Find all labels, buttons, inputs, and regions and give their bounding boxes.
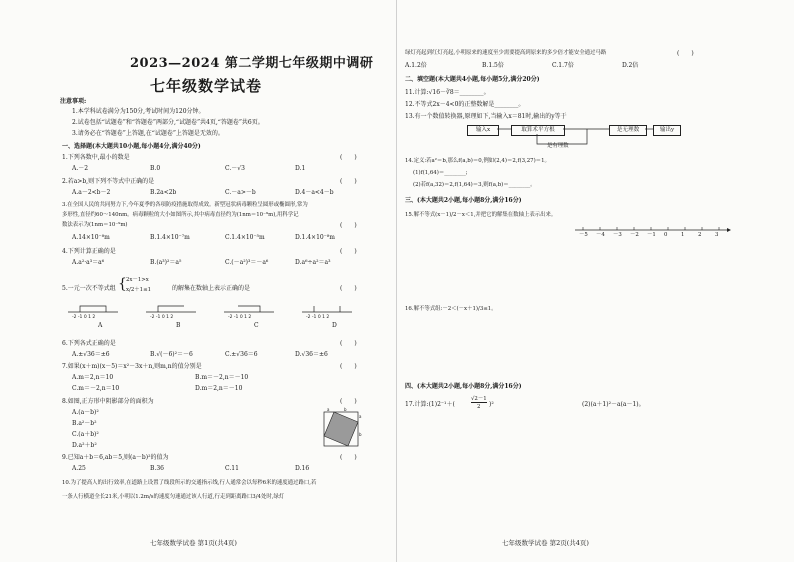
answer-bracket: ( ): [340, 454, 357, 461]
q1-option-c: C.－√3: [225, 165, 245, 172]
number-line-label: 2: [698, 232, 702, 238]
q17-frac-denominator: 2: [477, 404, 481, 410]
q9-option-a: A.25: [72, 465, 86, 472]
answer-bracket: ( ): [340, 222, 357, 229]
q5-label-a: A: [98, 322, 103, 329]
q5-label-b: B: [176, 322, 181, 329]
number-line-label: －3: [613, 232, 622, 238]
q1-stem: 1.下列各数中,最小的数是: [62, 154, 130, 161]
q9-stem: 9.已知a＋b＝6,ab＝5,则(a－b)²的值为: [62, 454, 169, 461]
q7-stem: 7.如果(x＋m)(x－5)＝x²－3x＋n,则m,n的值分别是: [62, 363, 202, 370]
q17-frac-numerator: √2－1: [471, 396, 487, 402]
number-line-label: 0: [664, 232, 668, 238]
q5-number-lines: [60, 298, 360, 328]
q5-label-d: D: [332, 322, 337, 329]
notice-3: 3.请务必在“答题卷”上答题,在“试题卷”上答题是无效的。: [72, 130, 224, 137]
svg-text:-2 -1 0 1 2: -2 -1 0 1 2: [228, 315, 252, 320]
flow-box-input: 输入x: [467, 125, 499, 136]
svg-text:-2 -1 0 1 2: -2 -1 0 1 2: [150, 315, 174, 320]
q9-option-c: C.11: [225, 465, 239, 472]
right-page-footer: 七年级数学试卷 第2页(共4页): [502, 539, 589, 547]
q3-option-c: C.1.4×10⁻⁵m: [225, 234, 265, 241]
number-line-label: －4: [596, 232, 605, 238]
q8-stem: 8.如图,正方形中阴影部分的面积为: [62, 398, 154, 405]
number-line-label: 1: [681, 232, 685, 238]
q8-option-c: C.(a＋b)²: [72, 431, 99, 438]
q14-line-2: (1)f(1,64)＝________;: [413, 170, 468, 176]
q7-option-d: D.m＝2,n＝－10: [195, 385, 243, 392]
q4-option-b: B.(a³)²＝a⁵: [150, 259, 182, 266]
q5-system-1: 2x－1>x: [126, 277, 149, 283]
q6-option-c: C.±√36＝6: [225, 351, 258, 358]
q13: 13.有一个数值转换器,原理如下,当输入x＝81时,输出的y等于: [405, 113, 567, 120]
svg-text:a: a: [327, 407, 330, 412]
q1-option-a: A.－2: [72, 165, 89, 172]
q6-option-b: B.√(－6)²＝－6: [150, 351, 193, 358]
flow-box-irrational: 是无理数: [609, 125, 647, 136]
q3-stem-line-2: 多形性,直径约60～140nm。病毒颗粒的大小如图所示,其中病毒直径约为(1nm＝10⁻⁹m),用科学记: [62, 212, 299, 218]
q14-line-3: (2)若f(a,32)＝2,f(1,64)＝3,则f(a,b)＝________。: [413, 182, 536, 188]
q10-option-c: C.1.7倍: [552, 62, 574, 69]
q10-stem-line-2: 一条人行横道全长21米,小明以1.2m/s的速度匀速通过该人行道,行走到距离路口3/4处时,绿灯: [62, 494, 285, 500]
flow-box-output: 输出y: [653, 125, 681, 136]
answer-bracket: ( ): [340, 178, 357, 185]
answer-bracket: ( ): [340, 248, 357, 255]
q2-option-b: B.2a<2b: [150, 189, 177, 196]
brace: {: [118, 276, 127, 292]
q7-option-b: B.m＝－2,n＝－10: [195, 374, 249, 381]
q6-option-a: A.±√36＝±6: [72, 351, 110, 358]
q2-option-a: A.a－2<b－2: [72, 189, 111, 196]
number-line-label: －2: [630, 232, 639, 238]
q10-continued: 绿灯亮起到红灯亮起,小明原来的速度至少需要提高到原来的多少倍才能安全通过马路: [405, 50, 607, 56]
q4-option-c: C.(－a²)³＝－a⁶: [225, 259, 269, 266]
answer-bracket: ( ): [340, 285, 357, 292]
section-3-title: 三、(本大题共2小题,每小题8分,满分16分): [405, 197, 522, 204]
q3-option-d: D.1.4×10⁻⁸m: [295, 234, 335, 241]
number-line-label: 3: [715, 232, 719, 238]
section-4-title: 四、(本大题共2小题,每小题8分,满分16分): [405, 383, 522, 390]
q17-part1-prefix: 17.计算:(1)2⁻¹＋(: [405, 401, 455, 408]
q4-option-d: D.a⁶÷a²＝a³: [295, 259, 331, 266]
svg-text:-2 -1 0 1 2: -2 -1 0 1 2: [72, 315, 96, 320]
q5-stem-prefix: 5.一元一次不等式组: [62, 285, 116, 292]
q8-option-d: D.a²＋b²: [72, 442, 97, 449]
q8-option-b: B.a²－b²: [72, 420, 97, 427]
q4-option-a: A.a²·a³＝a⁶: [72, 259, 105, 266]
q10-option-d: D.2倍: [622, 62, 639, 69]
q10-option-a: A.1.2倍: [405, 62, 427, 69]
flow-box-sqrt: 取算术平方根: [511, 125, 565, 136]
q17-part2: (2)(a＋1)²－a(a－1)。: [582, 401, 645, 408]
q1-option-d: D.1: [295, 165, 306, 172]
notice-1: 1.本学科试卷满分为150分,考试时间为120分钟。: [72, 108, 205, 115]
q6-stem: 6.下列各式正确的是: [62, 340, 116, 347]
q7-option-c: C.m＝－2,n＝10: [72, 385, 120, 392]
q5-system-2: x/2＋1≤1: [126, 287, 152, 293]
q10-stem-line-1: 10.为了提高人的出行效率,在道路上设置了线段所示的交通指示线,行人通常会以每秒6米的速度通过路口,若: [62, 480, 317, 486]
q11: 11.计算:√16－∛8＝________。: [405, 89, 490, 96]
q1-option-b: B.0: [150, 165, 161, 172]
right-page: [397, 0, 794, 562]
left-page-footer: 七年级数学试卷 第1页(共4页): [150, 539, 237, 547]
section-2-title: 二、填空题(本大题共4小题,每小题5分,满分20分): [405, 76, 540, 83]
answer-bracket: ( ): [340, 398, 357, 405]
q14-line-1: 14.定义:若a²＝b,那么f(a,b)＝0,例如(2,4)＝2,f(3,27)＝1。: [405, 158, 550, 164]
svg-text:a: a: [359, 414, 362, 419]
q9-option-b: B.36: [150, 465, 164, 472]
flow-feedback-label: 是有理数: [547, 143, 569, 149]
number-line-label: －1: [647, 232, 656, 238]
notice-title: 注意事项:: [60, 98, 87, 105]
number-line-label: －5: [579, 232, 588, 238]
flow-arrows: [457, 124, 697, 154]
q5-label-c: C: [254, 322, 259, 329]
notice-2: 2.试卷包括“试题卷”和“答题卷”两部分,“试题卷”共4页,“答题卷”共6页。: [72, 119, 264, 126]
q3-option-a: A.14×10⁻⁸m: [72, 234, 110, 241]
q16: 16.解不等式组:－2＜(－x＋1)/3≤1。: [405, 306, 497, 312]
section-1-title: 一、选择题(本大题共10小题,每小题4分,满分40分): [62, 143, 201, 150]
answer-bracket: ( ): [340, 340, 357, 347]
answer-bracket: ( ): [340, 154, 357, 161]
q2-option-c: C.－a>－b: [225, 189, 256, 196]
answer-bracket: ( ): [677, 50, 694, 57]
q2-stem: 2.若a>b,则下列不等式中正确的是: [62, 178, 155, 185]
exam-header: 2023—2024 第二学期七年级期中调研: [130, 56, 374, 71]
q8-option-a: A.(a－b)²: [72, 409, 99, 416]
svg-text:-2 -1 0 1 2: -2 -1 0 1 2: [306, 315, 330, 320]
q2-option-d: D.4－a<4－b: [295, 189, 334, 196]
exam-title: 七年级数学试卷: [150, 77, 263, 95]
q3-stem-line-1: 3.在全国人民的共同努力下,今年夏季的各项防疫措施取得成效。新型冠状病毒颗粒呈圆形或椭圆形,常为: [62, 202, 308, 208]
svg-text:b: b: [344, 407, 347, 412]
q4-stem: 4.下列计算正确的是: [62, 248, 116, 255]
q17-part1-suffix: )²: [489, 401, 494, 408]
q3-option-b: B.1.4×10⁻⁷m: [150, 234, 190, 241]
svg-text:b: b: [359, 432, 362, 437]
q7-option-a: A.m＝2,n＝10: [72, 374, 114, 381]
q15: 15.解不等式(x－1)/2－x＜1,并把它的解集在数轴上表示出来。: [405, 212, 557, 218]
q12: 12.不等式2x－4<0的正整数解是________。: [405, 101, 525, 108]
q10-option-b: B.1.5倍: [482, 62, 504, 69]
q9-option-d: D.16: [295, 465, 310, 472]
q6-option-d: D.√36＝±6: [295, 351, 328, 358]
q8-square-figure: [322, 407, 362, 450]
q3-stem-line-3: 数法表示为(1nm＝10⁻⁹m): [62, 222, 128, 228]
answer-bracket: ( ): [340, 363, 357, 370]
q5-stem-suffix: 的解集在数轴上表示正确的是: [172, 285, 251, 292]
